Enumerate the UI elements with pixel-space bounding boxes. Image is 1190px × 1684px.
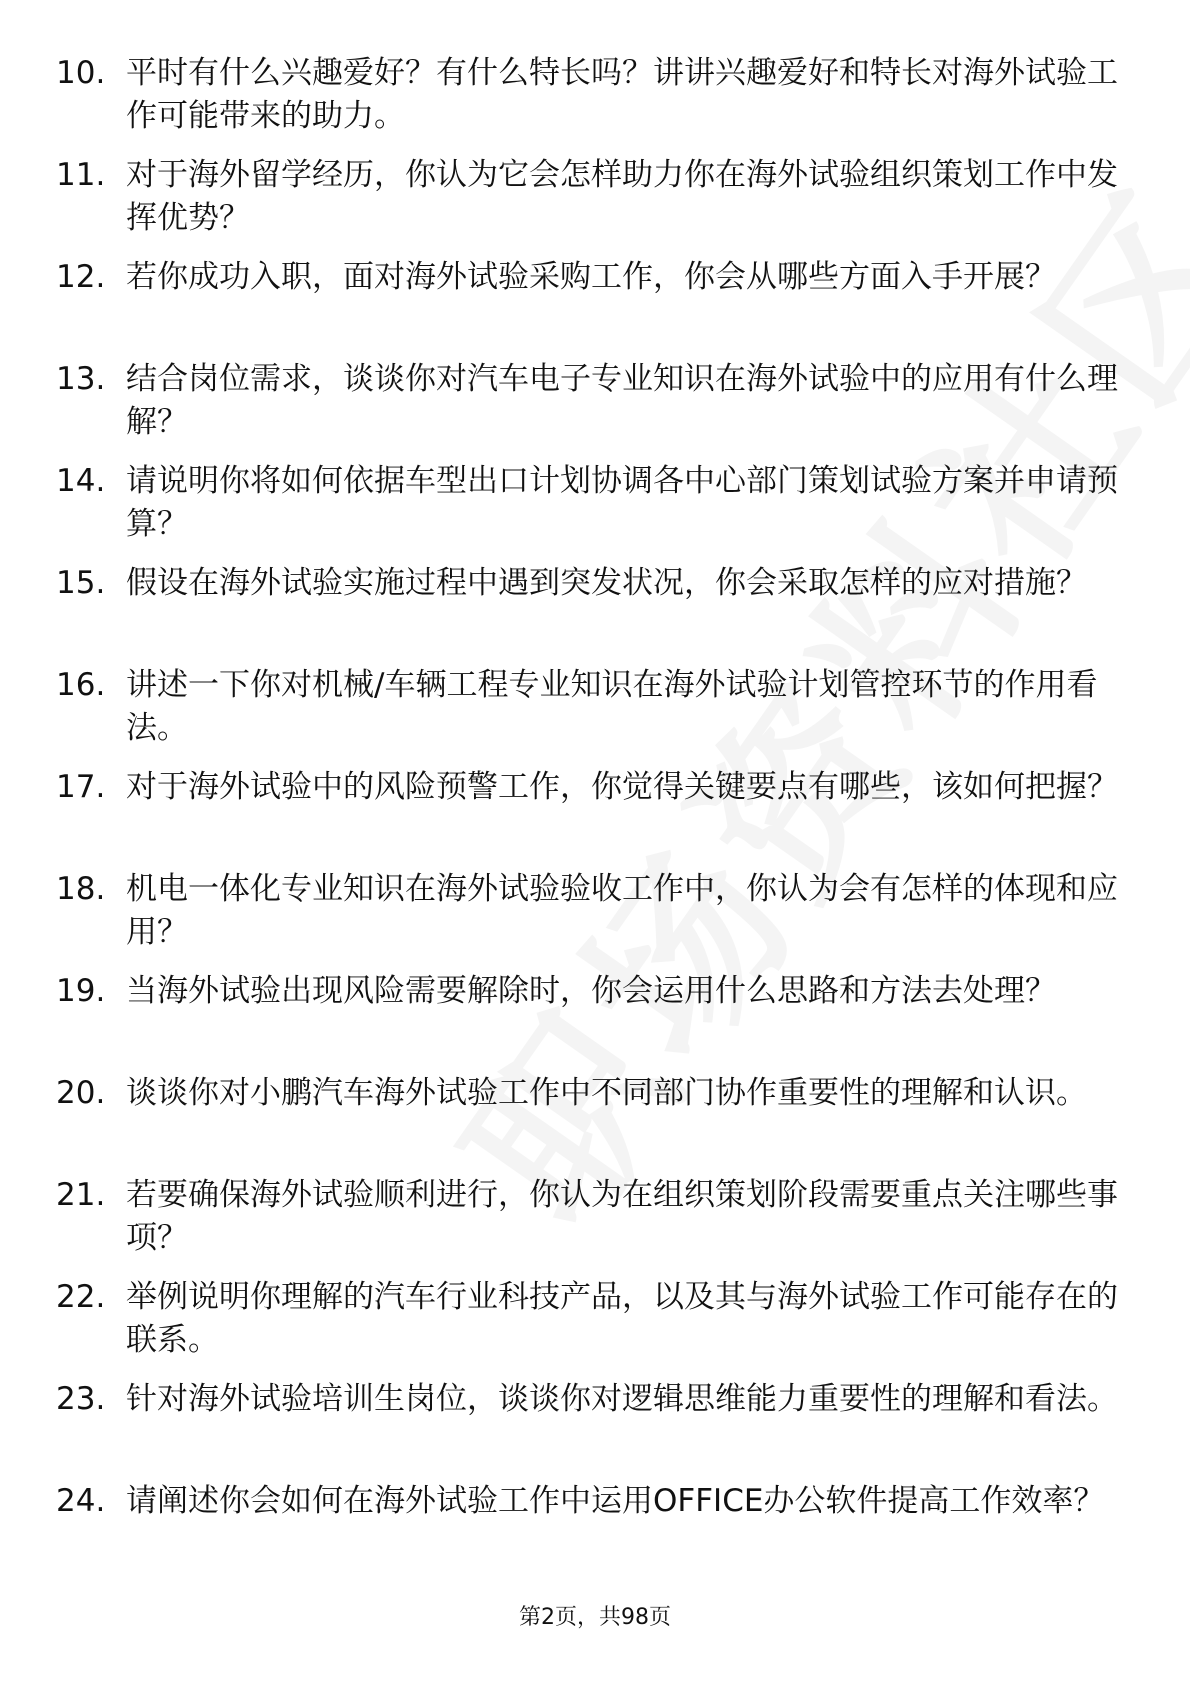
question-item <box>0 766 1190 852</box>
question-text: 若要确保海外试验顺利进行，你认为在组织策划阶段需要重点关注哪些事项？ <box>126 1177 1118 1256</box>
question-number: 10. <box>56 55 106 91</box>
question-number: 21. <box>56 1177 106 1213</box>
question-item <box>0 868 1190 954</box>
question-item <box>0 562 1190 648</box>
question-text: 请说明你将如何依据车型出口计划协调各中心部门策划试验方案并申请预算？ <box>126 463 1118 542</box>
question-item <box>0 970 1190 1056</box>
question-number: 16. <box>56 667 106 703</box>
question-text: 若你成功入职，面对海外试验采购工作，你会从哪些方面入手开展？ <box>126 259 1056 295</box>
question-number: 19. <box>56 973 106 1009</box>
question-number: 14. <box>56 463 106 499</box>
question-text: 谈谈你对小鹏汽车海外试验工作中不同部门协作重要性的理解和认识。 <box>126 1075 1087 1111</box>
question-text: 当海外试验出现风险需要解除时，你会运用什么思路和方法去处理？ <box>126 973 1056 1009</box>
question-text: 假设在海外试验实施过程中遇到突发状况，你会采取怎样的应对措施？ <box>126 565 1087 601</box>
question-number: 24. <box>56 1483 106 1519</box>
question-item <box>0 358 1190 444</box>
question-text: 结合岗位需求，谈谈你对汽车电子专业知识在海外试验中的应用有什么理解？ <box>126 361 1118 440</box>
question-number: 13. <box>56 361 106 397</box>
question-number: 12. <box>56 259 106 295</box>
question-item <box>0 460 1190 546</box>
question-item <box>0 52 1190 138</box>
page-footer <box>0 1603 1190 1633</box>
question-item <box>0 256 1190 342</box>
question-text: 平时有什么兴趣爱好？有什么特长吗？讲讲兴趣爱好和特长对海外试验工作可能带来的助力。 <box>126 55 1118 134</box>
question-text: 针对海外试验培训生岗位，谈谈你对逻辑思维能力重要性的理解和看法。 <box>126 1381 1118 1417</box>
question-item <box>0 664 1190 750</box>
question-item <box>0 1072 1190 1158</box>
question-number: 11. <box>56 157 106 193</box>
question-number: 22. <box>56 1279 106 1315</box>
question-text: 请阐述你会如何在海外试验工作中运用OFFICE办公软件提高工作效率？ <box>126 1483 1105 1519</box>
question-item <box>0 1378 1190 1464</box>
question-number: 20. <box>56 1075 106 1111</box>
question-item <box>0 1174 1190 1260</box>
question-number: 18. <box>56 871 106 907</box>
question-text: 对于海外留学经历，你认为它会怎样助力你在海外试验组织策划工作中发挥优势？ <box>126 157 1118 236</box>
question-item <box>0 154 1190 240</box>
question-text: 对于海外试验中的风险预警工作，你觉得关键要点有哪些，该如何把握？ <box>126 769 1118 805</box>
page-number-label: 第2页，共98页 <box>519 1605 671 1630</box>
question-text: 讲述一下你对机械/车辆工程专业知识在海外试验计划管控环节的作用看法。 <box>126 667 1098 746</box>
question-number: 15. <box>56 565 106 601</box>
question-text: 机电一体化专业知识在海外试验验收工作中，你认为会有怎样的体现和应用？ <box>126 871 1118 950</box>
question-item <box>0 1276 1190 1362</box>
question-number: 23. <box>56 1381 106 1417</box>
question-list <box>0 52 1190 1582</box>
question-number: 17. <box>56 769 106 805</box>
question-item <box>0 1480 1190 1566</box>
question-text: 举例说明你理解的汽车行业科技产品，以及其与海外试验工作可能存在的联系。 <box>126 1279 1118 1358</box>
